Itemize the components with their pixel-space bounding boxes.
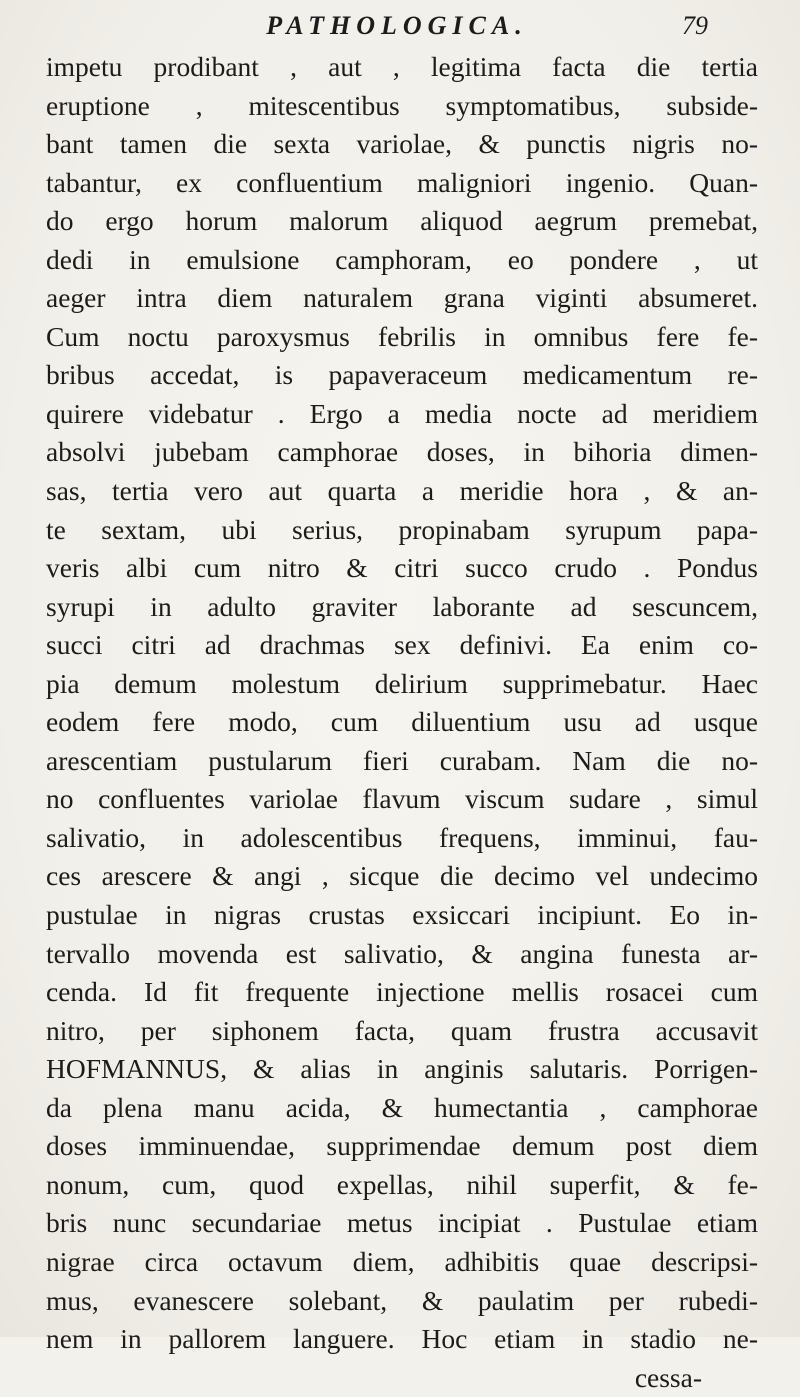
text-line: bant tamen die sexta variolae, & punctis nigris no- <box>46 128 758 160</box>
text-line: mus, evanescere solebant, & paulatim per rubedi- <box>46 1284 758 1316</box>
text-line: impetu prodibant , aut , legitima facta die tertia <box>46 51 758 82</box>
text-line: cenda. Id fit frequente injectione mellis rosacei cum <box>46 976 758 1008</box>
text-line: da plena manu acida, & humectantia , camphorae <box>46 1091 758 1123</box>
text-line: dedi in emulsione camphoram, eo pondere , ut <box>46 243 758 275</box>
text-line: succi citri ad drachmas sex definivi. Ea enim co- <box>46 629 758 661</box>
catchword: cessa- <box>634 1361 702 1393</box>
text-line: te sextam, ubi serius, propinabam syrupum papa- <box>46 513 758 545</box>
page-number: 79 <box>682 11 708 40</box>
text-line: arescentiam pustularum fieri curabam. Nam die no- <box>46 744 758 776</box>
text-line: bris nunc secundariae metus incipiat . Pustulae etiam <box>46 1207 758 1239</box>
page-header <box>86 6 708 46</box>
text-line: ces arescere & angi , sicque die decimo vel undecimo <box>46 860 758 892</box>
text-line: pustulae in nigras crustas exsiccari incipiunt. Eo in- <box>46 899 758 931</box>
text-line: nigrae circa octavum diem, adhibitis quae descripsi- <box>46 1245 758 1277</box>
text-line: quirere videbatur . Ergo a media nocte ad meridiem <box>46 397 758 429</box>
text-line: bribus accedat, is papaveraceum medicamentum re- <box>46 359 758 391</box>
text-line: eodem fere modo, cum diluentium usu ad usque <box>46 706 758 738</box>
text-line: no confluentes variolae flavum viscum sudare , simul <box>46 783 758 815</box>
text-line: nonum, cum, quod expellas, nihil superfit, & fe- <box>46 1168 758 1200</box>
text-line: eruptione , mitescentibus symptomatibus, subside- <box>46 89 758 121</box>
text-line: aeger intra diem naturalem grana viginti absumeret. <box>46 282 758 314</box>
text-line: absolvi jubebam camphorae doses, in bihoria dimen- <box>46 436 758 468</box>
text-line: doses imminuendae, supprimendae demum post diem <box>46 1130 758 1162</box>
text-line: nitro, per siphonem facta, quam frustra accusavit <box>46 1014 758 1046</box>
body-text <box>46 48 758 1397</box>
text-line: nem in pallorem languere. Hoc etiam in stadio ne- <box>46 1323 758 1355</box>
text-line: do ergo horum malorum aliquod aegrum premebat, <box>46 205 758 237</box>
text-line: sas, tertia vero aut quarta a meridie hora , & an- <box>46 475 758 507</box>
text-line: Cum noctu paroxysmus febrilis in omnibus fere fe- <box>46 320 758 352</box>
text-line: tervallo movenda est salivatio, & angina funesta ar- <box>46 937 758 969</box>
text-line: pia demum molestum delirium supprimebatur. Haec <box>46 667 758 699</box>
text-line: tabantur, ex confluentium maligniori ingenio. Quan- <box>46 166 758 198</box>
text-line: syrupi in adulto graviter laborante ad sescuncem, <box>46 590 758 622</box>
text-line: HOFMANNUS, & alias in anginis salutaris. Porrigen- <box>46 1053 758 1085</box>
running-head: PATHOLOGICA. <box>266 11 528 40</box>
text-line: veris albi cum nitro & citri succo crudo . Pondus <box>46 552 758 584</box>
text-line: salivatio, in adolescentibus frequens, imminui, fau- <box>46 821 758 853</box>
